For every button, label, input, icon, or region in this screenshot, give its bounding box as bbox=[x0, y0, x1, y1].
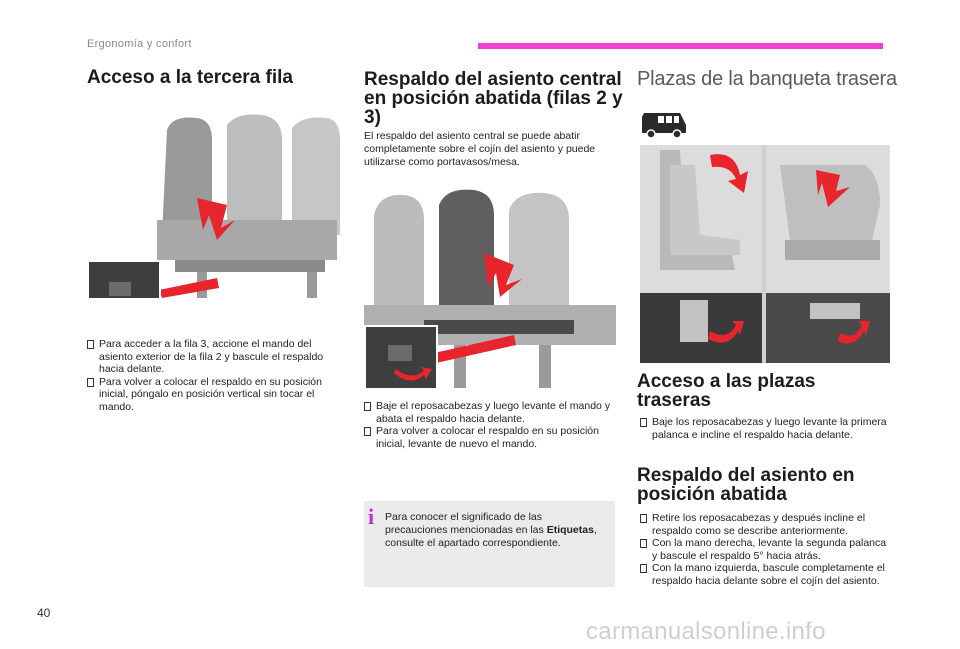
watermark: carmanualsonline.info bbox=[586, 618, 826, 645]
col3-title: Plazas de la banqueta trasera bbox=[637, 68, 897, 90]
col2-title: Respaldo del asiento central en posición abatida (filas 2 y 3) bbox=[364, 69, 623, 128]
col1-inset-photo bbox=[87, 260, 161, 298]
col3-sub1-bullets bbox=[640, 416, 888, 441]
bullet-icon bbox=[87, 340, 94, 349]
bullet-icon bbox=[364, 402, 371, 411]
list-item: Para volver a colocar el respaldo en su posición inicial, levante de nuevo el mando. bbox=[364, 425, 616, 450]
list-item: Retire los reposacabezas y después incline el respaldo como se describe anteriormente. bbox=[640, 512, 888, 537]
col1-illustration bbox=[87, 110, 340, 298]
lever-arrow-icon bbox=[89, 262, 159, 298]
col1-title: Acceso a la tercera fila bbox=[87, 67, 293, 88]
list-item: Con la mano izquierda, bascule completamente el respaldo hacia delante sobre el cojín del asiento. bbox=[640, 562, 888, 587]
col2-bullets bbox=[364, 400, 616, 450]
list-item: Para volver a colocar el respaldo en su posición inicial, póngalo en posición vertical sin tocar el mando. bbox=[87, 376, 343, 414]
col3-sub2-title: Respaldo del asiento en posición abatida bbox=[637, 465, 855, 505]
info-icon: i bbox=[368, 504, 375, 529]
accent-bar bbox=[478, 43, 883, 49]
col1-bullets bbox=[87, 338, 343, 414]
bullet-icon bbox=[640, 418, 647, 427]
col2-inset-photo bbox=[364, 325, 438, 388]
lever-arrow-icon bbox=[366, 327, 436, 388]
list-item: Con la mano derecha, levante la segunda palanca y bascule el respaldo 5° hacia atrás. bbox=[640, 537, 888, 562]
list-item: Baje los reposacabezas y luego levante la primera palanca e incline el respaldo hacia delante. bbox=[640, 416, 888, 441]
col2-illustration bbox=[364, 185, 616, 388]
list-item: Baje el reposacabezas y luego levante el mando y abata el respaldo hacia delante. bbox=[364, 400, 616, 425]
van-icon bbox=[640, 107, 688, 139]
list-item: Para acceder a la fila 3, accione el mando del asiento exterior de la fila 2 y bascule el respaldo hacia delante. bbox=[87, 338, 343, 376]
bullet-icon bbox=[364, 427, 371, 436]
col2-intro: El respaldo del asiento central se puede abatir completamente sobre el cojín del asiento y puede utilizarse como portavasos/mesa. bbox=[364, 130, 596, 168]
col3-illustration bbox=[640, 145, 890, 363]
bullet-icon bbox=[640, 564, 647, 573]
bench-illustration bbox=[640, 145, 890, 363]
bullet-icon bbox=[640, 539, 647, 548]
info-box bbox=[364, 501, 615, 587]
info-text: Para conocer el significado de las precauciones mencionadas en las Etiquetas, consulte el apartado correspondiente. bbox=[385, 511, 597, 549]
section-header: Ergonomía y confort bbox=[87, 38, 192, 50]
bullet-icon bbox=[640, 514, 647, 523]
bullet-icon bbox=[87, 378, 94, 387]
col3-sub2-bullets bbox=[640, 512, 888, 588]
col3-sub1-title: Acceso a las plazas traseras bbox=[637, 371, 816, 411]
page-number: 40 bbox=[37, 606, 51, 620]
